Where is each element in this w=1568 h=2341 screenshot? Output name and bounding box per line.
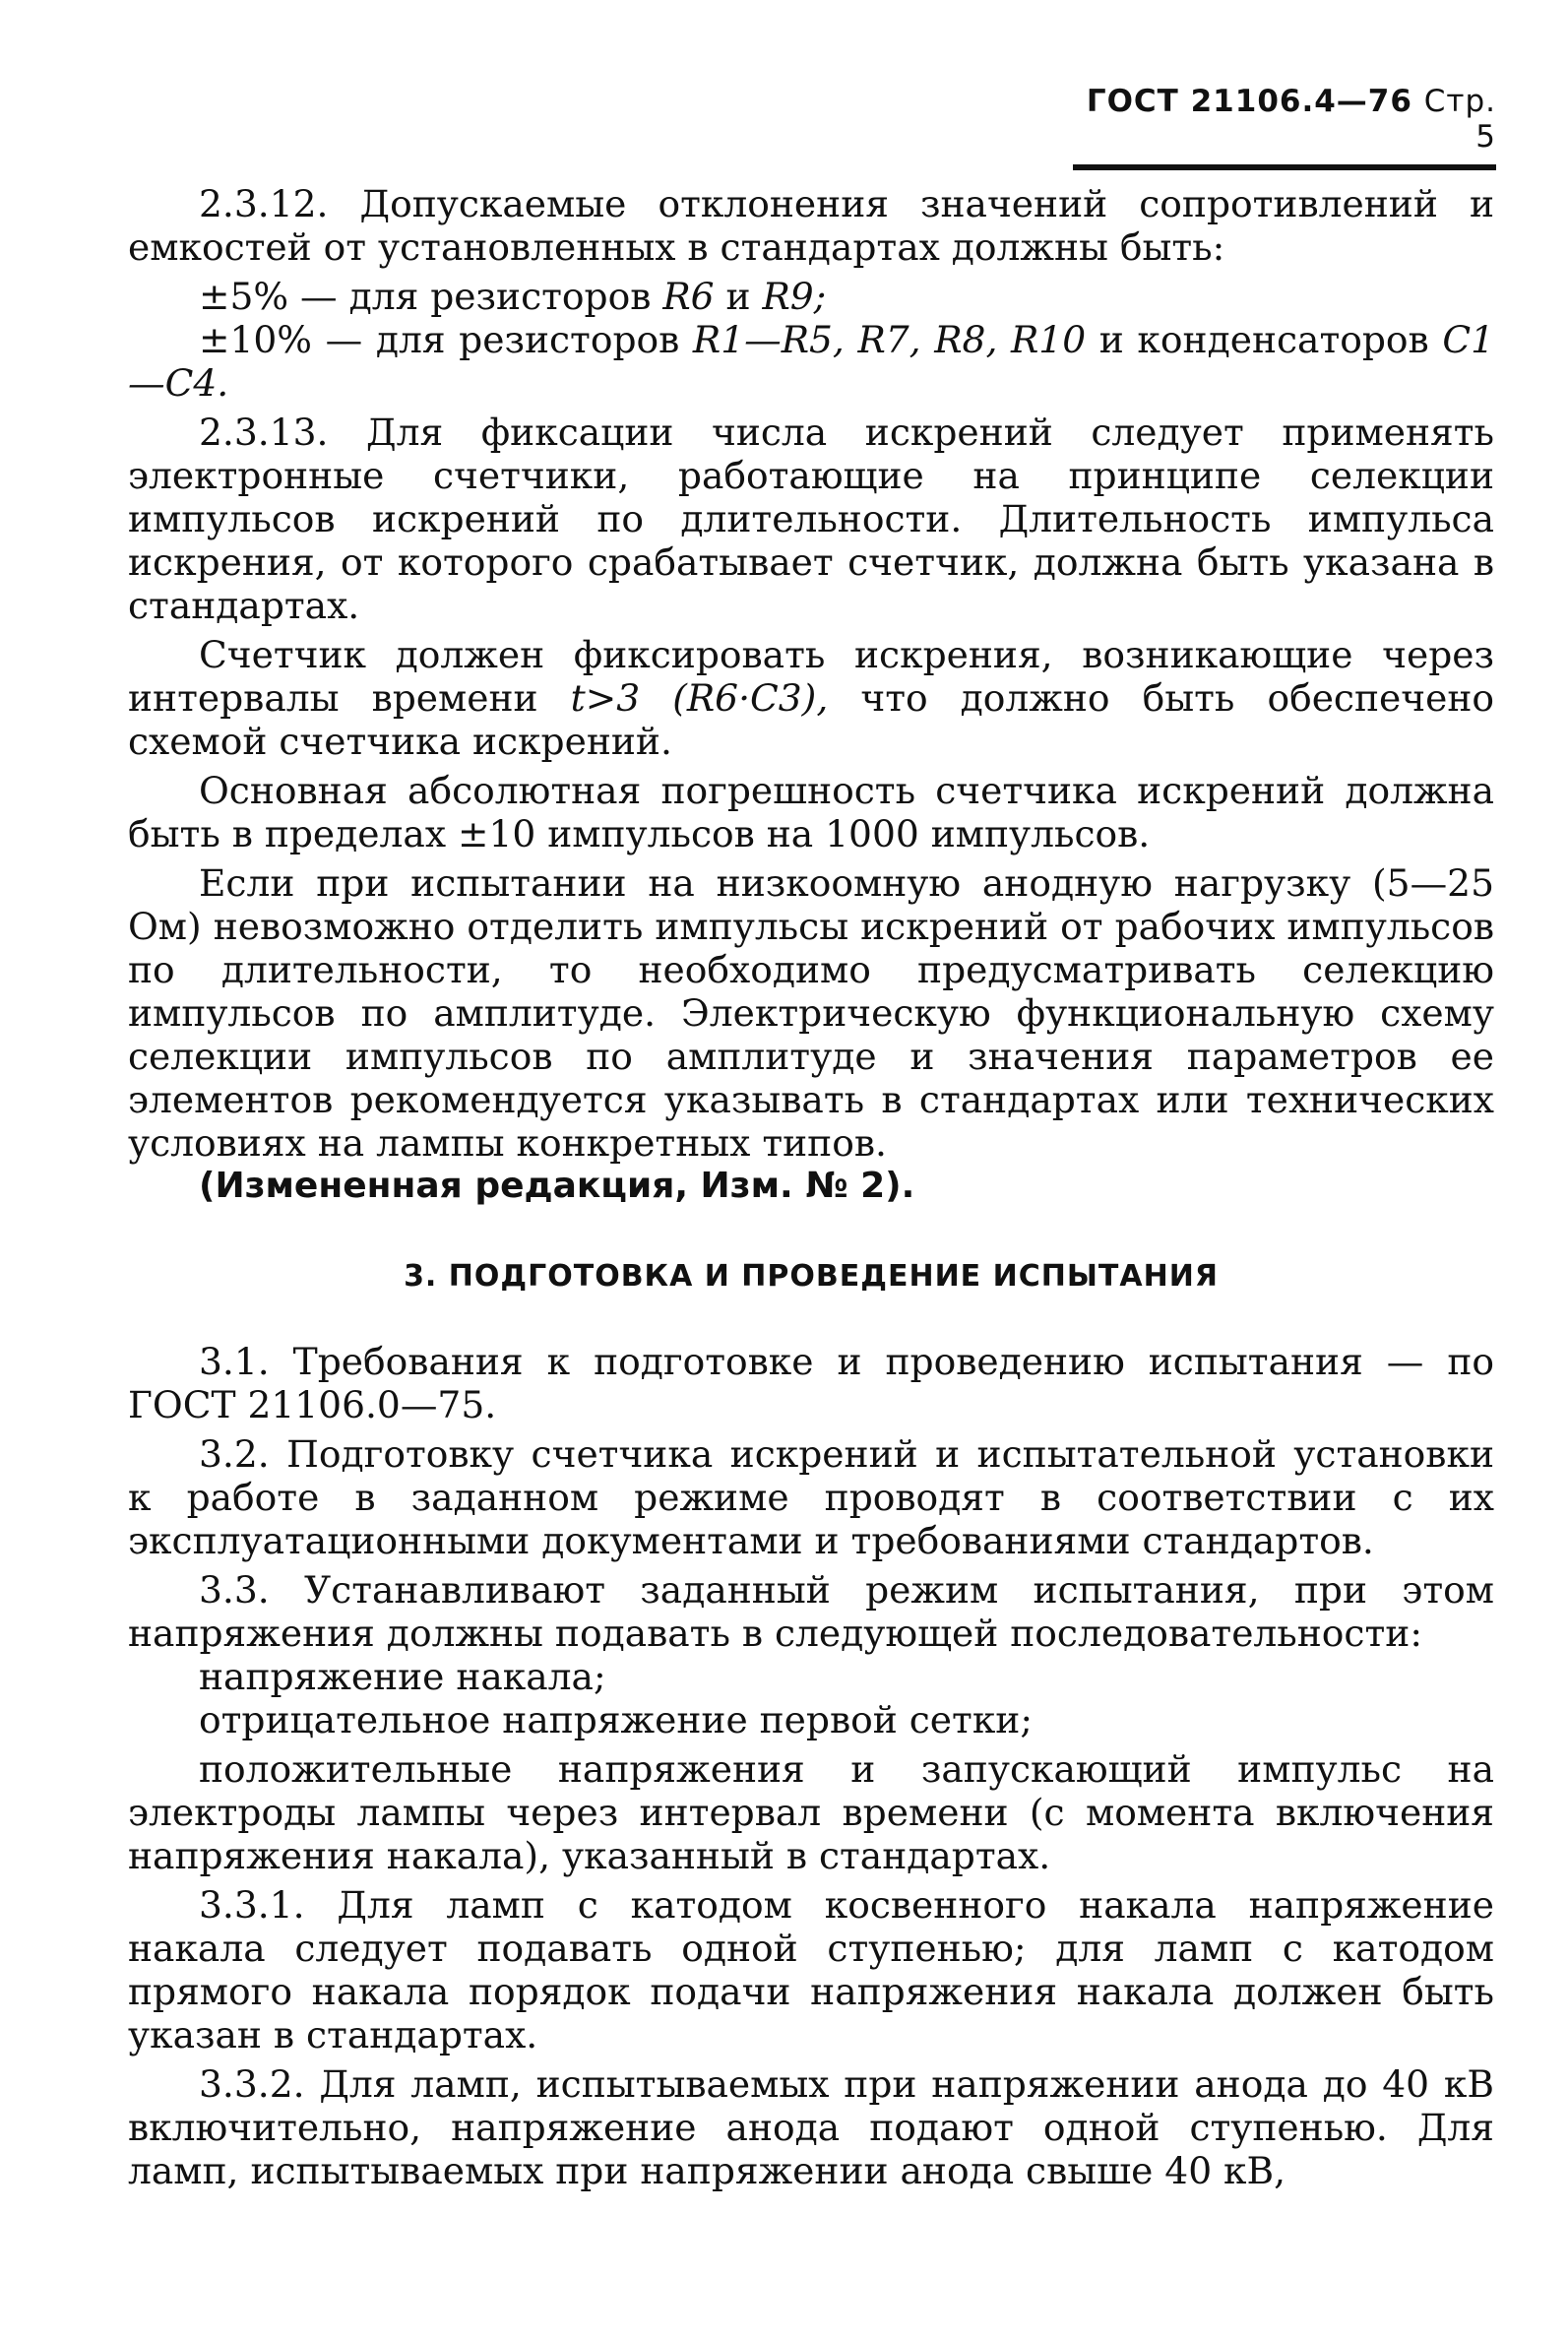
tolerance-5-line: ±5% — для резисторов R6 и R9; [199,275,827,318]
paragraph-3-3-1: 3.3.1. Для ламп с катодом косвенного накала напряжение накала следует подавать одной ступенью; для ламп с катодом прямого накала порядок подачи напряжения накала должен быть указан в стандартах. [128,1883,1494,2056]
paragraph-3-1: 3.1. Требования к подготовке и проведению испытания — по ГОСТ 21106.0—75. [128,1340,1494,1426]
page-header [1073,84,1496,170]
counter-interval-paragraph: Счетчик должен фиксировать искрения, возникающие через интервалы времени t>3 (R6·C3), что должно быть обеспечено схемой счетчика искрений. [128,633,1495,763]
amplitude-selection-paragraph: Если при испытании на низкоомную анодную нагрузку (5—25 Ом) невозможно отделить импульсы искрений от рабочих импульсов по длительности, то необходимо предусматривать селекцию импульсов по амплитуде. Электрическую функциональную схему селекции импульсов по амплитуде и значения параметров ее элементов рекомендуется указывать в стандартах или технических условиях на лампы конкретных типов. [128,861,1494,1165]
paragraph-2-3-12: 2.3.12. Допускаемые отклонения значений сопротивлений и емкостей от установленных в стандартах должны быть: [128,182,1494,269]
tolerance-10-line: ±10% — для резисторов R1—R5, R7, R8, R10 и конденсаторов C1—C4. [128,318,1494,405]
paragraph-3-2: 3.2. Подготовку счетчика искрений и испытательной установки к работе в заданном режиме проводят в соответствии с их эксплуатационными документами и требованиями стандартов. [128,1432,1494,1562]
page-number: Стр. 5 [1423,84,1496,155]
paragraph-2-3-13: 2.3.13. Для фиксации числа искрений следует применять электронные счетчики, работающие на принципе селекции импульсов искрений по длительности. Длительность импульса искрения, от которого срабатывает счетчик, должна быть указана в стандартах. [128,411,1494,627]
document-number: ГОСТ 21106.4—76 [1086,84,1412,119]
counter-error-paragraph: Основная абсолютная погрешность счетчика искрений должна быть в пределах ±10 импульсов на 1000 импульсов. [128,769,1494,855]
sequence-item-positive: положительные напряжения и запускающий импульс на электроды лампы через интервал времени (с момента включения напряжения накала), указанный в стандартах. [128,1747,1494,1877]
paragraph-3-3-2: 3.3.2. Для ламп, испытываемых при напряжении анода до 40 кВ включительно, напряжение анода подают одной ступенью. Для ламп, испытываемых при напряжении анода свыше 40 кВ, [128,2062,1494,2192]
section-3-title: 3. ПОДГОТОВКА И ПРОВЕДЕНИЕ ИСПЫТАНИЯ [404,1259,1219,1294]
amendment-note: (Измененная редакция, Изм. № 2). [199,1166,915,1206]
sequence-item-grid: отрицательное напряжение первой сетки; [199,1698,1034,1741]
body-text [128,182,1494,2198]
sequence-item-heater: напряжение накала; [199,1655,606,1698]
paragraph-3-3: 3.3. Устанавливают заданный режим испытания, при этом напряжения должны подавать в следующей последовательности: [128,1568,1494,1655]
